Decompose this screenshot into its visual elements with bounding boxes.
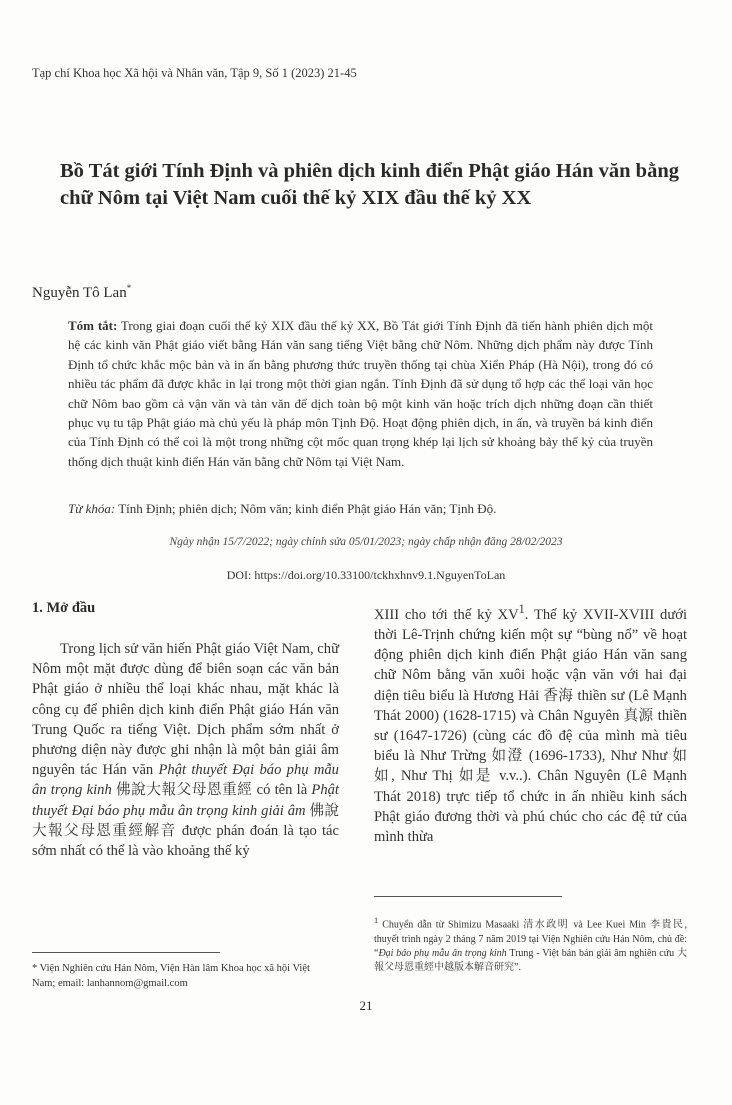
body-right-han-4: 如如 xyxy=(374,748,687,785)
abstract xyxy=(68,316,653,471)
body-left-text-1: Trong lịch sử văn hiến Phật giáo Việt Nam, chữ Nôm một mặt được dùng để biên soạn các văn bản Phật giáo ở nhiều thể loại khác nhau, mặt khác là công cụ để phiên dịch kinh điển Phật giáo Hán văn Trung Quốc ra tiếng Việt. Dịch phẩm sớm nhất ở phương diện này được ghi nhận là một bản giải âm nguyên tác Hán văn xyxy=(32,641,339,779)
body-left-han-1: 佛說大報父母恩重經 xyxy=(116,782,253,799)
body-column-right xyxy=(374,599,687,847)
body-right-text-7: v.v..). Chân Nguyên (Lê Mạnh Thát 2018) trực tiếp tổ chức in ấn nhiều kinh sách Phật giáo đương thời và phú chúc cho các đệ tử của mình thừa xyxy=(374,768,687,846)
footnote-right xyxy=(374,914,687,975)
body-right-han-2: 真源 xyxy=(623,707,654,724)
body-left-title-2: Phật thuyết Đại báo phụ mẫu ân trọng kinh giải âm xyxy=(32,782,339,819)
article-title: Bồ Tát giới Tính Định và phiên dịch kinh điển Phật giáo Hán văn bằng chữ Nôm tại Việt Nam cuối thế kỷ XIX đầu thế kỷ XX xyxy=(60,160,679,209)
abstract-label: Tóm tắt: xyxy=(68,318,118,333)
section-heading: 1. Mở đầu xyxy=(32,600,96,616)
footnote-ref[interactable]: 1 xyxy=(518,602,525,616)
article-dates: Ngày nhận 15/7/2022; ngày chỉnh sửa 05/01/2023; ngày chấp nhận đăng 28/02/2023 xyxy=(169,536,563,548)
keywords-text: Tính Định; phiên dịch; Nôm văn; kinh điển Phật giáo Hán văn; Tịnh Độ. xyxy=(118,501,497,516)
body-left-han-2: 佛說大報父母恩重經解音 xyxy=(32,802,339,839)
doi-line[interactable]: DOI: https://doi.org/10.33100/tckhxhnv9.1.NguyenToLan xyxy=(226,568,506,582)
body-right-han-1: 香海 xyxy=(543,687,574,704)
footnote-left: * Viện Nghiên cứu Hán Nôm, Viện Hàn lâm Khoa học xã hội Việt Nam; email: lanhannom@gmail.com xyxy=(32,963,310,989)
author-mark: * xyxy=(126,283,132,293)
footnote-rule-left xyxy=(32,952,220,953)
body-right-text-4: thiền sư (1647-1726) (cùng các đồ đệ của mình mà tiêu biểu là Như Trừng xyxy=(374,707,687,765)
body-right-han-5: 如是 xyxy=(458,768,493,785)
author-name: Nguyễn Tô Lan xyxy=(32,285,127,301)
body-left-text-3: được phán đoán là tạo tác sớm nhất có thể là vào khoảng thế kỷ xyxy=(32,822,339,860)
body-right-han-3: 如澄 xyxy=(491,748,524,765)
body-right-text-6: , Như Thị xyxy=(391,768,453,785)
abstract-text: Trong giai đoạn cuối thế kỷ XIX đầu thế kỷ XX, Bồ Tát giới Tính Định đã tiến hành phiên dịch một hệ các kinh văn Phật giáo viết bằng Hán văn sang tiếng Việt bằng chữ Nôm. Những dịch phẩm này được Tính Định tổ chức khắc mộc bản và in ấn bằng phương thức truyền thống tại chùa Xiển Pháp (Hà Nội), trong đó có nhiều tác phẩm đã được khắc in lại trong một thời gian ngắn. Tính Định đã sử dụng tổ hợp các thể loại văn học chữ Nôm bao gồm cả vận văn và tản văn để dịch toàn bộ một kinh văn hoặc trích dịch những đoạn cần thiết phục vụ tu tập Phật giáo mà chủ yếu là pháp môn Tịnh Độ. Hoạt động phiên dịch, in ấn, và truyền bá kinh điển của Tính Định có thể coi là một trong những cột mốc quan trọng khép lại lịch sử khoảng bảy thế kỷ của truyền thống dịch thuật kinh điển Hán văn bằng chữ Nôm tại Việt Nam. xyxy=(68,318,653,469)
body-left-text-2: có tên là xyxy=(256,782,308,799)
footnote-right-text-c: Trung - Việt bản bản giải âm nghiên cứu 大報父母恩重經中越版本解音研究”. xyxy=(374,947,688,973)
page-number: 21 xyxy=(359,998,373,1013)
body-left-title-1: Phật thuyết Đại báo phụ mẫu ân trọng kinh xyxy=(32,762,339,799)
keywords xyxy=(68,501,653,517)
footnote-right-title: Đại báo phụ mẫu ân trọng kinh xyxy=(378,947,507,959)
footnote-rule-right xyxy=(374,896,562,897)
author-line xyxy=(32,283,131,302)
footnote-number: 1 xyxy=(374,916,379,925)
body-right-text-3: thiền sư (Lê Mạnh Thát 2000) (1628-1715) và Chân Nguyên xyxy=(374,687,687,724)
body-right-text-1: XIII cho tới thế kỷ XV xyxy=(374,606,519,623)
body-column-left xyxy=(32,639,339,861)
body-right-text-2: . Thế kỷ XVII-XVIII dưới thời Lê-Trịnh chứng kiến một sự “bùng nổ” về hoạt động phiên dịch kinh điển Phật giáo Hán văn sang chữ Nôm bằng văn xuôi hoặc vận văn với hai đại diện tiêu biểu là Hương Hải xyxy=(374,606,687,704)
body-right-text-5: (1696-1733), Như Như xyxy=(528,748,668,765)
journal-header: Tạp chí Khoa học Xã hội và Nhân văn, Tập 9, Số 1 (2023) 21-45 xyxy=(32,66,357,80)
footnote-right-text-a: Chuyển dẫn từ Shimizu Masaaki 清水政明 và Lee Kuei Min 李貴民, thuyết trình ngày 2 tháng 7 năm 2019 tại Viện Nghiên cứu Hán Nôm, chủ đề: “ xyxy=(374,919,688,959)
keywords-label: Từ khóa: xyxy=(68,501,116,516)
